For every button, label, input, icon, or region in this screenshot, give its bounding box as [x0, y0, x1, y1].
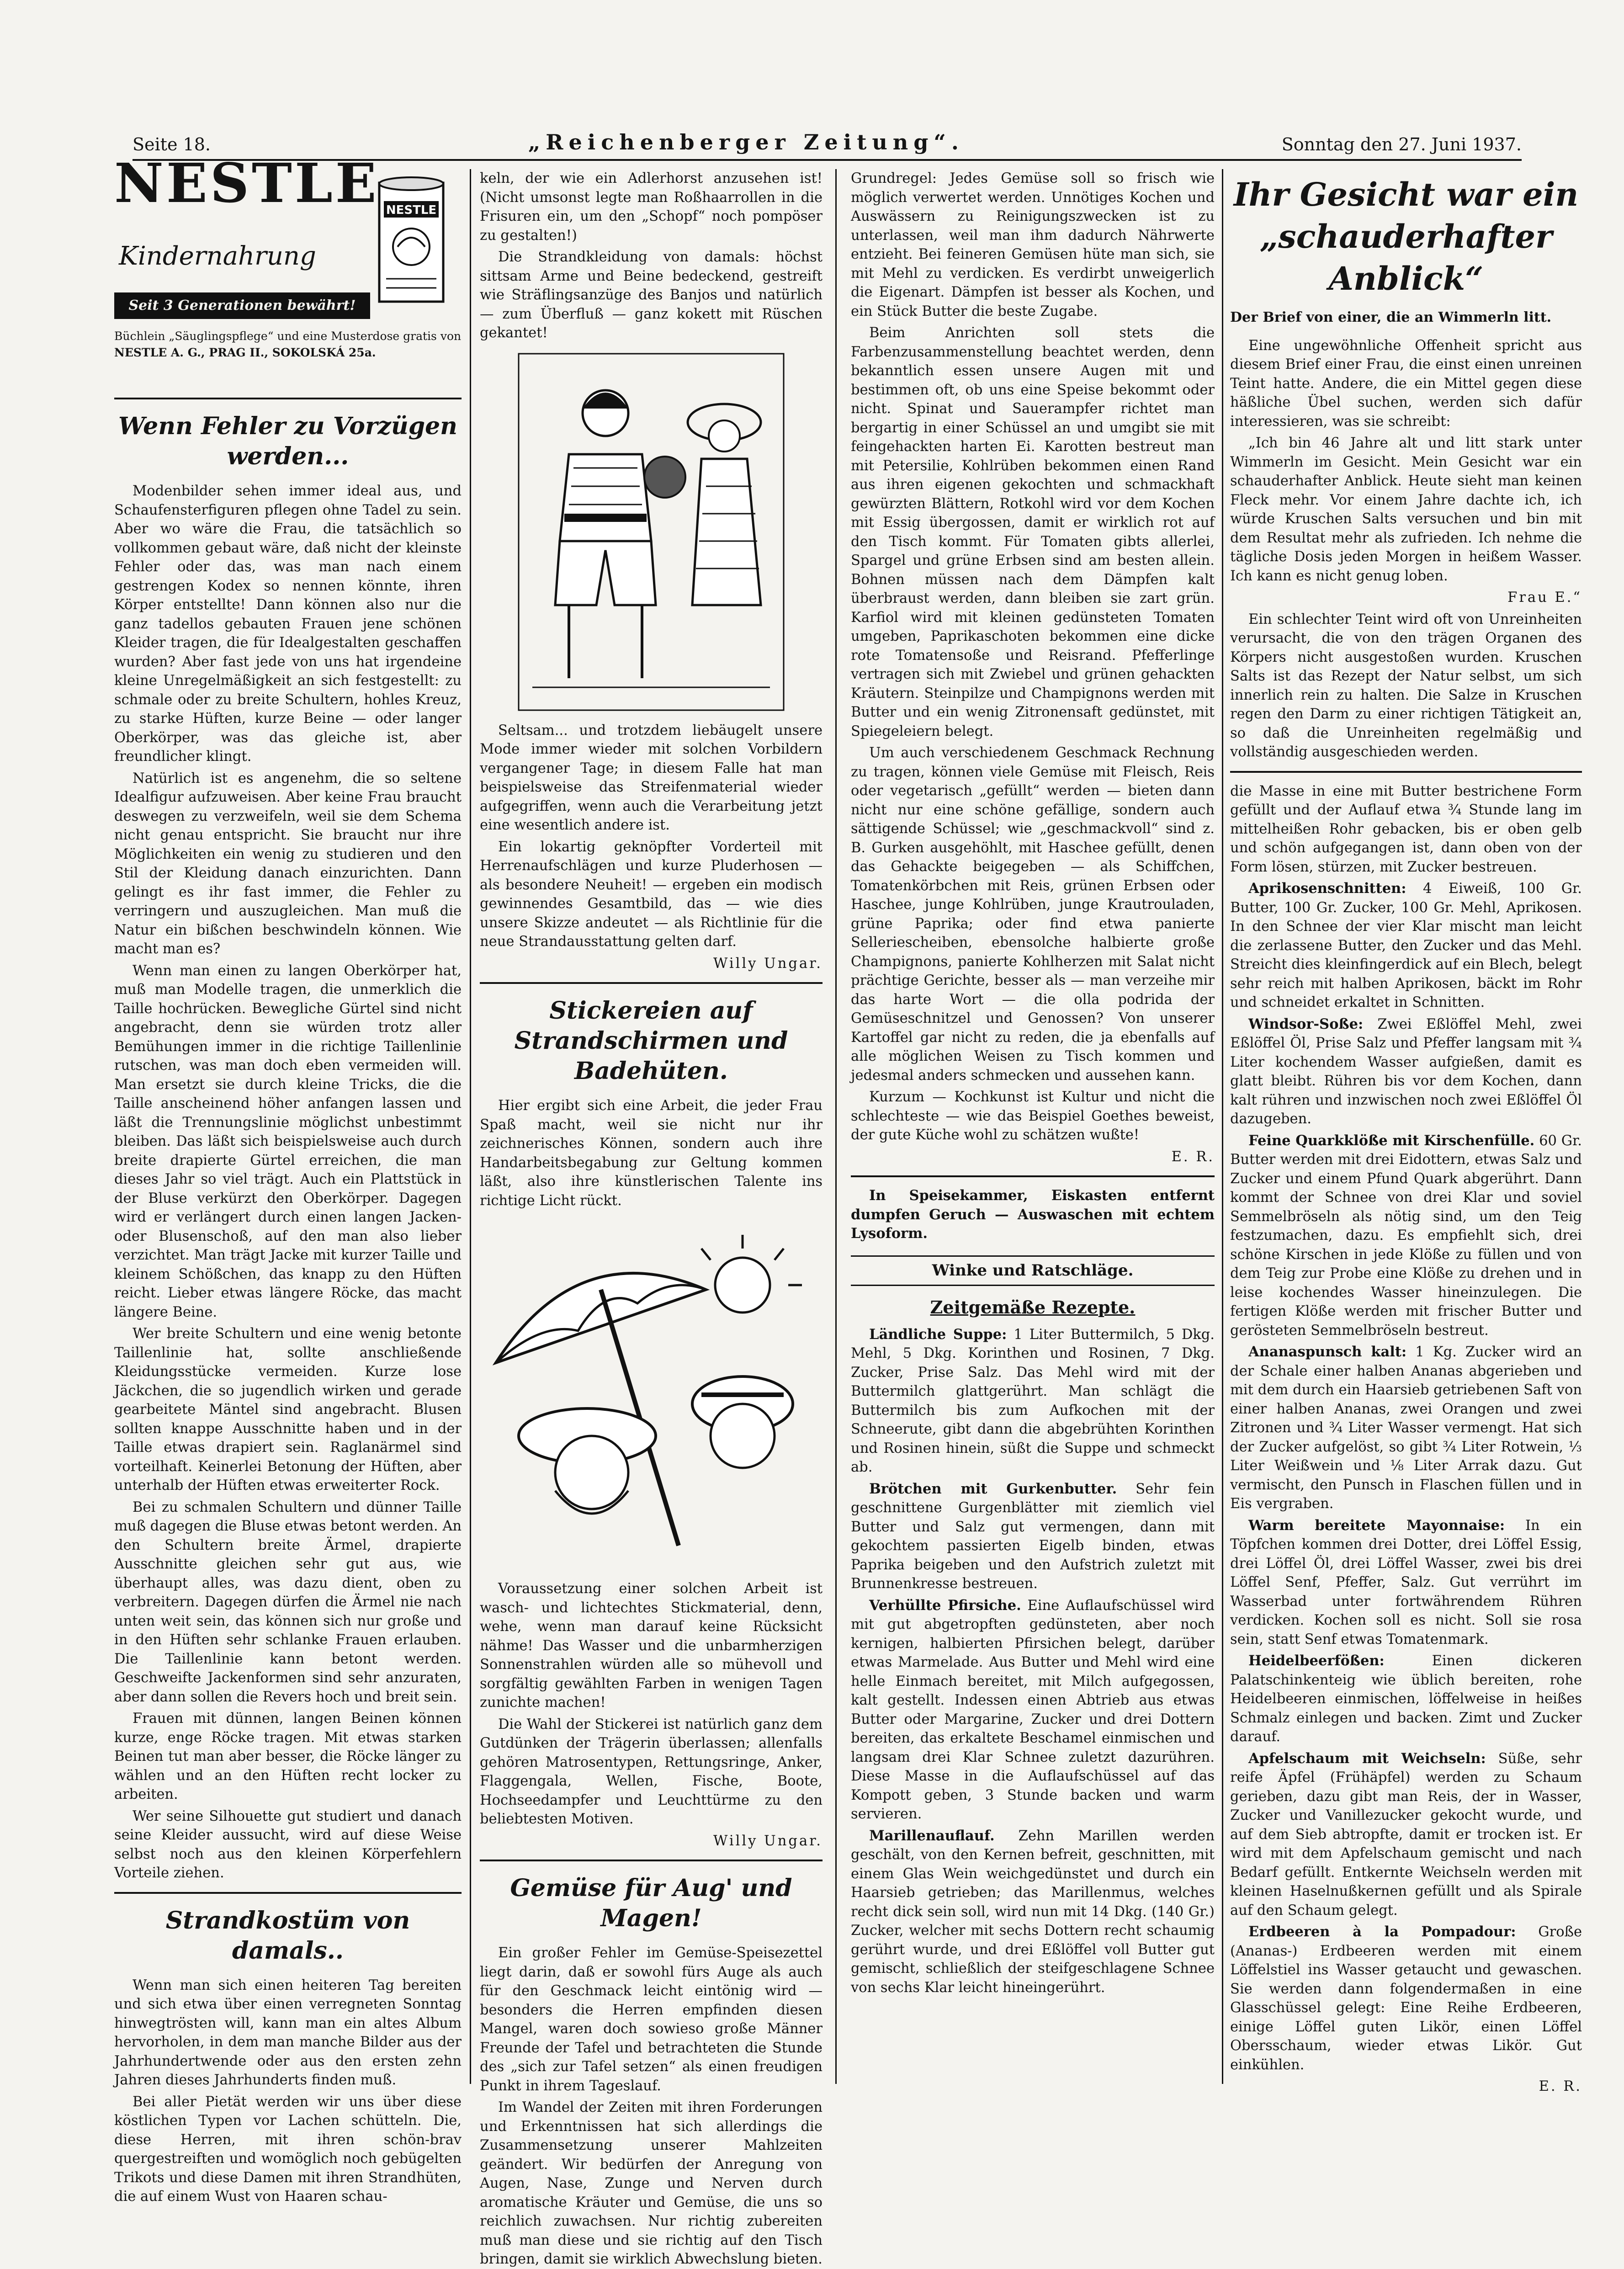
- recipe-name: Aprikosenschnitten:: [1248, 880, 1406, 897]
- article-paragraph: Frauen mit dünnen, langen Beinen können kurze, enge Röcke tragen. Mit etwas starken Beinen tut man aber besser, die Röcke länger zu wählen und an den Hüften recht locker zu arbeiten.: [114, 1711, 462, 1802]
- recipe-text: 1 Liter Buttermilch, 5 Dkg. Mehl, 5 Dkg. Korinthen und Rosinen, 7 Dkg. Zucker, Prise Salz. Das Mehl wird mit der Buttermilch glattgerührt. Man schlägt die Buttermilch bis zum Aufkochen mit der Schneerute, gibt dann die abgebrühten Korinthen und Rosinen hinein, süßt die Suppe und schmeckt ab.: [851, 1326, 1215, 1475]
- recipe-text: Zehn Marillen werden geschält, von den Kernen befreit, geschnitten, mit einem Glas Wein weichgedünstet und durch ein Haarsieb getrieben; das Marillenmus, welches recht dick sein soll, wird nun mit 14 Dkg. (140 Gr.) Zucker, welcher mit sechs Dottern recht schaumig gerührt wurde, und drei Eßlöffel voll Butter gut gemischt, schließlich der steifgeschlagene Schnee von sechs Klar leicht hineingerührt.: [851, 1828, 1215, 1996]
- recipe-text: Eine Auflaufschüssel wird mit gut abgetropften gedünsteten, aber noch kernigen, halbierten Pfirsichen belegt, darüber etwas Marmelade. Aus Butter und Mehl wird eine helle Einmach bereitet, mit Milch aufgegossen, kalt gestellt. Indessen einen Abtrieb aus etwas Butter oder Margarine, Zucker und drei Dottern bereiten, das erkaltete Beschamel einmischen und langsam drei Klar Schnee zuletzt dazurühren. Diese Masse in die Auflaufschüssel auf das Kompott geben, 3 Stunde backen und warm servieren.: [851, 1597, 1215, 1822]
- article-paragraph: Kurzum — Kochkunst ist Kultur und nicht die schlechteste — wie das Beispiel Goethes beweist, der gute Küche wohl zu schätzen wußte!: [851, 1089, 1215, 1143]
- ad-lead: Der Brief von einer, die an Wimmerln litt.: [1230, 309, 1552, 325]
- article-paragraph: Um auch verschiedenem Geschmack Rechnung zu tragen, können viele Gemüse mit Fleisch, Reis oder vegetarisch „gefüllt“ werden — bieten dann nicht nur eine schöne gefällige, sondern auch sättigende Schüssel; wie „geschmackvoll“ sind z. B. Gurken ausgehöhlt, mit Haschee gefüllt, denen das Gehackte beigegeben — als Schiffchen, Tomatenkörbchen mit Reis, grünen Erbsen oder Haschee, junge Kohlrüben, junge Krautrouladen, grüne Paprika; oder find etwa panierte Selleriescheiben, ebensolche halbierte große Champignons, panierte Kohlherzen mit Salat nicht prächtige Gerichte, besser als — man verzeihe mir das harte Wort — die olla podrida der Gemüseschnitzel und Genossen? Von unserer Kartoffel gar nicht zu reden, die ja ebenfalls auf alle möglichen Weisen zu Tisch kommen und jedesmal anders schmecken und aussehen kann.: [851, 745, 1215, 1084]
- column-rule: [835, 169, 837, 2084]
- article-paragraph: Bei aller Pietät werden wir uns über diese köstlichen Typen vor Lachen schütteln. Die, diese Herren, mit ihren schön-brav quergestreiften und womöglich noch gebügelten Trikots und diese Damen mit ihren Strandhüten, die auf einem Wust von Haaren schau-: [114, 2094, 462, 2205]
- recipe-name: Windsor-Soße:: [1248, 1015, 1364, 1032]
- article-paragraph: Wenn man sich einen heiteren Tag bereiten und sich etwa über einen verregneten Sonntag hinwegtrösten will, kann man ein altes Album hervorholen, in dem man manche Bilder aus der Jahrhundertwende oder aus den ersten zehn Jahren dieses Jahrhunderts finden muß.: [114, 1977, 462, 2088]
- recipe-text: 4 Eiweiß, 100 Gr. Butter, 100 Gr. Zucker, 100 Gr. Mehl, Aprikosen. In den Schnee der vier Klar mischt man leicht die zerlassene Butter, den Zucker und das Mehl. Streicht dies kleinfingerdick auf ein Blech, belegt sehr reich mit halben Aprikosen, bäckt im Rohr und schneidet erkaltet in Schnitten.: [1230, 881, 1582, 1010]
- recipe: [851, 1827, 1215, 1998]
- article-paragraph: Im Wandel der Zeiten mit ihren Forderungen und Erkenntnissen hat sich allerdings die Zusammensetzung unserer Mahlzeiten geändert. Wir bedürfen der Anregung von Augen, Nase, Zunge und Nerven durch aromatische Kräuter und Gemüse, die uns so reichlich zuwachsen. Nur richtig zubereiten muß man diese und sie richtig auf den Tisch bringen, damit sie wirklich Abwechslung bieten.: [480, 2099, 823, 2267]
- article-paragraph: Natürlich ist es angenehm, die so seltene Idealfigur aufzuweisen. Aber keine Frau braucht deswegen zu verzweifeln, weil sie dem Schema nicht genau entspricht. Sie braucht nur ihre Möglichkeiten ein wenig zu studieren und den Stil der Kleidung danach einzurichten. Dann gelingt es ihr fast immer, die Fehler zu verringern und auszugleichen. Man muß die Natur ein bißchen beschwindeln können. Wie macht man es?: [114, 770, 462, 957]
- recipe-text: Zwei Eßlöffel Mehl, zwei Eßlöffel Öl, Prise Salz und Pfeffer langsam mit ¾ Liter kochendem Wasser aufgießen, damit es glatt bleibt. Rühren bis vor dem Kochen, dann kalt rühren und inzwischen noch zwei Eßlöffel Öl dazugeben.: [1230, 1016, 1582, 1127]
- column-3: [851, 169, 1215, 2084]
- recipe-name: Verhüllte Pfirsiche.: [869, 1597, 1021, 1614]
- article-paragraph: die Masse in eine mit Butter bestrichene Form gefüllt und der Auflauf etwa ¾ Stunde lang im mittelheißen Rohr gebacken, bis er oben gelb und schön aufgegangen ist, dann oben von der Form lösen, stürzen, mit Zucker bestreuen.: [1230, 783, 1582, 875]
- recipe-text: Einen dickeren Palatschinkenteig wie üblich bereiten, rohe Heidelbeeren einmischen, löffelweise in heißes Schmalz einlegen und backen. Zimt und Zucker darauf.: [1230, 1653, 1582, 1745]
- article-paragraph: Wenn man einen zu langen Oberkörper hat, muß man Modelle tragen, die unmerklich die Taille hochrücken. Bewegliche Gürtel sind nicht angebracht, denn sie würden trotz aller Bemühungen immer in die richtige Taillenlinie rutschen, was man doch eben vermeiden will. Man ersetzt sie durch kleine Tricks, die die Taille anscheinend höher anfangen lassen und läßt die Trennungslinie möglichst unbestimmt bleiben. Das läßt sich beispielsweise auch durch breite drapierte Gürtel erreichen, die man dieses Jahr so viel trägt. Auch ein Plattstück in der Bluse verkürzt den Oberkörper. Dagegen wird er verlängert durch einen langen Jacken- oder Blusenschoß, auf den man also lieber verzichtet. Man trägt Jacke mit kurzer Taille und kleinem Schößchen, das knapp zu den Hüften reicht. Lieber etwas längere Röcke, das macht längere Beine.: [114, 962, 462, 1320]
- ad-note: [114, 328, 462, 361]
- article-title: Wenn Fehler zu Vorzügen werden...: [118, 412, 457, 470]
- ad-product: Kindernahrung: [119, 241, 316, 271]
- article-paragraph: Die Wahl der Stickerei ist natürlich ganz dem Gutdünken der Trägerin überlassen; allenfalls gehören Matrosentypen, Rettungsringe, Anker, Flaggengala, Wellen, Fische, Boote, Hochseedampfer und Leuchttürme zu den beliebtesten Motiven.: [480, 1716, 823, 1827]
- section-heading: Winke und Ratschläge.: [851, 1255, 1215, 1286]
- parasol-hats-illustration: [487, 1217, 816, 1573]
- article-paragraph: Ein lokartig geknöpfter Vorderteil mit Herrenaufschlägen und kurze Pluderhosen — als besondere Neuheit! — ergeben ein modisch gewinnendes Gesamtbild, das — wie dies unsere Skizze andeutet — als Richtlinie für die neue Strandausstattung gelten darf.: [480, 839, 823, 950]
- recipe-text: Große (Ananas-) Erdbeeren werden mit einem Löffelstiel ins Wasser getaucht und gewaschen. Sie werden dann folgendermaßen in eine Glasschüssel gelegt: Eine Reihe Erdbeeren, einige Löffel guten Likör, einen Löffel Obersschaum, wieder etwas Likör. Gut einkühlen.: [1230, 1924, 1582, 2073]
- article-paragraph: Eine ungewöhnliche Offenheit spricht aus diesem Brief einer Frau, die einst einen unreinen Teint hatte. Andere, die ein Mittel gegen diese häßliche Übel suchen, werden sich dafür interessieren, was sie schreibt:: [1230, 337, 1582, 430]
- recipe: [1230, 1652, 1582, 1747]
- column-2: [480, 169, 823, 2267]
- recipes-heading: Zeitgemäße Rezepte.: [930, 1297, 1136, 1318]
- article-paragraph: Grundregel: Jedes Gemüse soll so frisch wie möglich verwertet werden. Unnötiges Kochen und Auswässern zu Reinigungszwecken ist zu unterlassen, weil man ihm dadurch Nährwerte entzieht. Bei feineren Gemüsen hüte man sich, sie mit Mehl zu verdicken. Es verdirbt unweigerlich die Eigenart. Dämpfen ist besser als Kochen, und ein Stück Butter die beste Zugabe.: [851, 170, 1215, 319]
- article-paragraph: Hier ergibt sich eine Arbeit, die jeder Frau Spaß macht, weil sie nicht nur ihr zeichnerisches Können, sondern auch ihre Handarbeitsbegabung zur Geltung kommen läßt, also ihre künstlerischen Talente ins richtige Licht rückt.: [480, 1098, 823, 1209]
- recipe: [1230, 1132, 1582, 1340]
- article-divider: [480, 1860, 823, 1861]
- recipe-text: 1 Kg. Zucker wird an der Schale einer halben Ananas abgerieben und mit dem durch ein Haarsieb getriebenen Saft von einer halben Ananas, zwei Orangen und zwei Zitronen und ¾ Liter Wasser vermengt. Hat sich der Zucker aufgelöst, so gibt ¾ Liter Rotwein, ⅓ Liter Weißwein und ⅛ Liter Arrak dazu. Gut vermischt, den Punsch in Flaschen füllen und in Eis vergraben.: [1230, 1344, 1582, 1512]
- article-paragraph: Seltsam... und trotzdem liebäugelt unsere Mode immer wieder mit solchen Vorbildern vergangener Tage; in diesem Falle hat man beispielsweise das Streifenmaterial wieder aufgegriffen, wenn auch die Verarbeitung jetzt eine wesentlich andere ist.: [480, 722, 823, 833]
- column-1: [114, 151, 462, 2205]
- recipe-text: In ein Töpfchen kommen drei Dotter, drei Löffel Essig, drei Löffel Öl, drei Löffel Wasser, zwei bis drei Löffel Senf, Pfeffer, Salz. Gut verrührt im Wasserbad unter fortwährendem Rühren verdicken. Kochen soll es nicht. Soll sie rosa sein, statt Senf etwas Tomatenmark.: [1230, 1517, 1582, 1647]
- article-paragraph: Ein großer Fehler im Gemüse-Speisezettel liegt darin, daß er sowohl fürs Auge als auch für den Geschmack leicht eintönig wird — besonders die Herren empfinden diesen Mangel, waren doch sowieso große Männer Freunde der Tafel und betrachteten die Stunde des „sich zur Tafel setzen“ als einen freudigen Punkt in ihrem Tageslauf.: [480, 1945, 823, 2094]
- recipe-text: 60 Gr. Butter werden mit drei Eidottern, etwas Salz und Zucker und einem Pfund Quark abgerührt. Dann kommt der Schnee von drei Klar und soviel Semmelbröseln als nötig sind, um den Teig festzumachen, dazu. Es empfiehlt sich, drei schöne Kirschen in jede Klöße zu füllen und von dem Teig zur Probe eine Klöße zu drehen und in leise kochendes Wasser hineinzulegen. Die fertigen Klöße werden mit frischer Butter und gerösteten Semmelbröseln bestreut.: [1230, 1132, 1582, 1339]
- article-paragraph: Modenbilder sehen immer ideal aus, und Schaufensterfiguren pflegen ohne Tadel zu sein. Aber wo wäre die Frau, die tatsächlich so vollkommen gebaut wäre, daß nicht der kleinste Fehler oder das, was man nach einem gestrengen Kodex so nennen könnte, ihren Körper entstellte! Dann können also nur die ganz tadellos gebauten Frauen jene schönen Kleider tragen, die für Idealgestalten geschaffen wurden? Aber fast jede von uns hat irgendeine kleine Unregelmäßigkeit an sich festgestellt: zu schmale oder zu breite Schultern, hohles Kreuz, zu starke Hüften, kurze Beine — oder langer Oberkörper, was das gleiche ist, aber freundlicher klingt.: [114, 483, 462, 765]
- article-paragraph: Wer breite Schultern und eine wenig betonte Taillenlinie hat, sollte anschließende Kleidungsstücke vermeiden. Kurze lose Jäckchen, die so jugendlich wirken und gerade gearbeitete Mäntel sind angebracht. Blusen sollten knappe Ausschnitte haben und in der Taille etwas drapiert sein. Raglanärmel sind vorteilhaft. Keinerlei Betonung der Hüften, aber unterhalb der Hüften etwas erweiterter Rock.: [114, 1326, 462, 1493]
- column-rule: [470, 169, 471, 2084]
- column-rule: [1222, 169, 1223, 2084]
- ad-brand: NESTLE: [114, 151, 379, 215]
- recipe-name: Brötchen mit Gurkenbutter.: [869, 1480, 1117, 1497]
- article-paragraph: Voraussetzung einer solchen Arbeit ist wasch- und lichtechtes Stickmaterial, denn, wehe, wenn man darauf keine Rücksicht nähme! Das Wasser und die unbarmherzigen Sonnenstrahlen würden alle so mühevoll und sorgfältig gewählten Farben in wenigen Tagen zunichte machen!: [480, 1581, 823, 1711]
- recipe-name: Warm bereitete Mayonnaise:: [1248, 1517, 1505, 1534]
- beach-fashion-illustration: [514, 349, 788, 715]
- article-paragraph: keln, der wie ein Adlerhorst anzusehen ist! (Nicht umsonst legte man Roßhaarrollen in die Frisuren ein, um den „Schopf“ noch pompöser zu gestalten!): [480, 170, 823, 244]
- author-signature: E. R.: [1539, 2078, 1582, 2094]
- issue-date: Sonntag den 27. Juni 1937.: [1281, 134, 1522, 154]
- tin-label: NESTLE: [386, 203, 437, 217]
- nestle-advertisement: [114, 151, 462, 399]
- recipe: [1230, 1343, 1582, 1514]
- household-note: In Speisekammer, Eiskasten entfernt dumpfen Geruch — Auswaschen mit echtem Lysoform.: [851, 1187, 1215, 1242]
- article-title: Strandkostüm von damals..: [165, 1906, 410, 1965]
- article-divider: [1230, 771, 1582, 773]
- article-divider: [114, 1892, 462, 1894]
- author-signature: Willy Ungar.: [713, 955, 823, 972]
- page-number: Seite 18.: [133, 134, 211, 154]
- recipe: [851, 1325, 1215, 1477]
- recipe: [1230, 1516, 1582, 1649]
- newspaper-title: „Reichenberger Zeitung“.: [528, 130, 964, 154]
- ad-headline: Ihr Gesicht war ein „schauderhafter Anblick“: [1233, 175, 1579, 298]
- recipe-name: Ananaspunsch kalt:: [1248, 1344, 1407, 1360]
- article-divider: [851, 1175, 1215, 1177]
- column-4: [1230, 169, 1582, 2094]
- author-signature: Willy Ungar.: [713, 1833, 823, 1849]
- article-paragraph: Wer seine Silhouette gut studiert und danach seine Kleider aussucht, wird auf diese Weise selbst noch aus den kleinen Körperfehlern Vorteile ziehen.: [114, 1808, 462, 1881]
- recipe-name: Heidelbeerfößen:: [1248, 1653, 1385, 1669]
- recipe-name: Ländliche Suppe:: [869, 1326, 1007, 1343]
- article-divider: [480, 982, 823, 984]
- recipe-name: Feine Quarkklöße mit Kirschenfülle.: [1248, 1132, 1535, 1149]
- quote-signature: Frau E.“: [1507, 590, 1582, 606]
- ad-slogan: Seit 3 Generationen bewährt!: [114, 292, 370, 319]
- ad-address: NESTLE A. G., PRAG II., SOKOLSKÁ 25a.: [114, 346, 376, 359]
- article-paragraph: Die Strandkleidung von damals: höchst sittsam Arme und Beine bedeckend, gestreift wie Sträflingsanzüge des Banjos und natürlich — zum Überfluß — ganz kokett mit Rüschen gekantet!: [480, 249, 823, 341]
- article-paragraph: Ein schlechter Teint wird oft von Unreinheiten verursacht, die von den trägen Organen des Körpers nicht ausgestoßen wurden. Kruschen Salts ist das Rezept der Natur selbst, um sich innerlich rein zu halten. Die Salze in Kruschen regen den Darm zu einer richtigen Tätigkeit an, so daß die Unreinheiten regelmäßig und vollständig ausgeschieden werden.: [1230, 611, 1582, 760]
- recipe: [851, 1480, 1215, 1594]
- recipe-name: Marillenauflauf.: [869, 1827, 995, 1844]
- article-title: Stickereien auf Strandschirmen und Badehüten.: [514, 997, 788, 1085]
- recipe-text: Süße, sehr reife Äpfel (Frühäpfel) werden zu Schaum gerieben, dazu gibt man Reis, der in Wasser, Zucker und Vanillezucker gekocht wurde, und auf dem Sieb abtropfte, damit er trocken ist. Er wird mit dem Apfelschaum gemischt und nach Bedarf gefüllt. Entkernte Weichseln werden mit kleinen Haselnußkernen gefüllt und als Spirale auf den Schaum gelegt.: [1230, 1750, 1582, 1918]
- recipe: [1230, 879, 1582, 1012]
- article-paragraph: Beim Anrichten soll stets die Farbenzusammenstellung beachtet werden, denn bekanntlich essen unsere Augen mit und bestimmen oft, ob uns eine Speise bekommt oder nicht. Spinat und Sauerampfer richtet man bergartig in einer Schüssel an und umgibt sie mit feingehackten harten Ei. Karotten bestreut man mit Petersilie, Kohlrüben bekommen einen Rand aus ihren eigenen gekochten und schmackhaft gewürzten Blättern, Rotkohl wird vor dem Kochen mit Essig übergossen, damit er wirklich rot auf den Tisch kommt. Für Tomaten gibts allerlei, Spargel und grüne Erbsen sind am besten allein. Bohnen müssen nach dem Dämpfen kalt überbraust werden, dann bleiben sie zart grün. Karfiol wird mit kleinen gedünsteten Tomaten umgeben, Paprikaschoten bekommen eine dicke rote Tomatensoße und Reisrand. Pfefferlinge vertragen sich mit Zwiebel und grünen gehackten Kräutern. Steinpilze und Champignons werden mit Butter und ein wenig Zitronensaft gedünstet, mit Spiegeleiern belegt.: [851, 325, 1215, 739]
- ad-note-line: Büchlein „Säuglingspflege“ und eine Musterdose gratis von: [114, 329, 462, 343]
- recipe: [1230, 1749, 1582, 1920]
- recipe: [1230, 1015, 1582, 1129]
- article-title: Gemüse für Aug' und Magen!: [510, 1874, 792, 1932]
- recipe: [851, 1596, 1215, 1824]
- nestle-tin-illustration: [370, 174, 452, 311]
- recipe-text: Sehr fein geschnittene Gurgenblätter mit ziemlich viel Butter und Salz gut vermengen, dann mit gekochtem passierten Eigelb binden, etwas Paprika beigeben und den Aufstrich zuletzt mit Brunnenkresse bestreuen.: [851, 1481, 1215, 1592]
- recipe: [1230, 1923, 1582, 2074]
- recipe-name: Apfelschaum mit Weichseln:: [1248, 1750, 1486, 1767]
- author-signature: E. R.: [1171, 1148, 1215, 1165]
- article-paragraph: „Ich bin 46 Jahre alt und litt stark unter Wimmerln im Gesicht. Mein Gesicht war ein schauderhafter Anblick. Heute sieht man keinen Fleck mehr. Vor einem Jahre dachte ich, ich würde Kruschen Salts versuchen und bin mit dem Resultat mehr als zufrieden. Ich nehme die tägliche Dosis jeden Morgen in heißem Wasser. Ich kann es nicht genug loben.: [1230, 435, 1582, 584]
- article-paragraph: Bei zu schmalen Schultern und dünner Taille muß dagegen die Bluse etwas betont werden. An den Schultern breite Ärmel, drapierte Ausschnitte gleichen sehr gut aus, wie überhaupt alles, was dazu dient, oben zu verbreitern. Dagegen dürfen die Ärmel nie nach unten weit sein, das können sich nur große und in den Hüften sehr schlanke Frauen erlauben. Die Taillenlinie kann betont werden. Geschweifte Jackenformen sind sehr anzuraten, aber dann sollen die Revers hoch und breit sein.: [114, 1499, 462, 1705]
- recipe-name: Erdbeeren à la Pompadour:: [1248, 1924, 1516, 1940]
